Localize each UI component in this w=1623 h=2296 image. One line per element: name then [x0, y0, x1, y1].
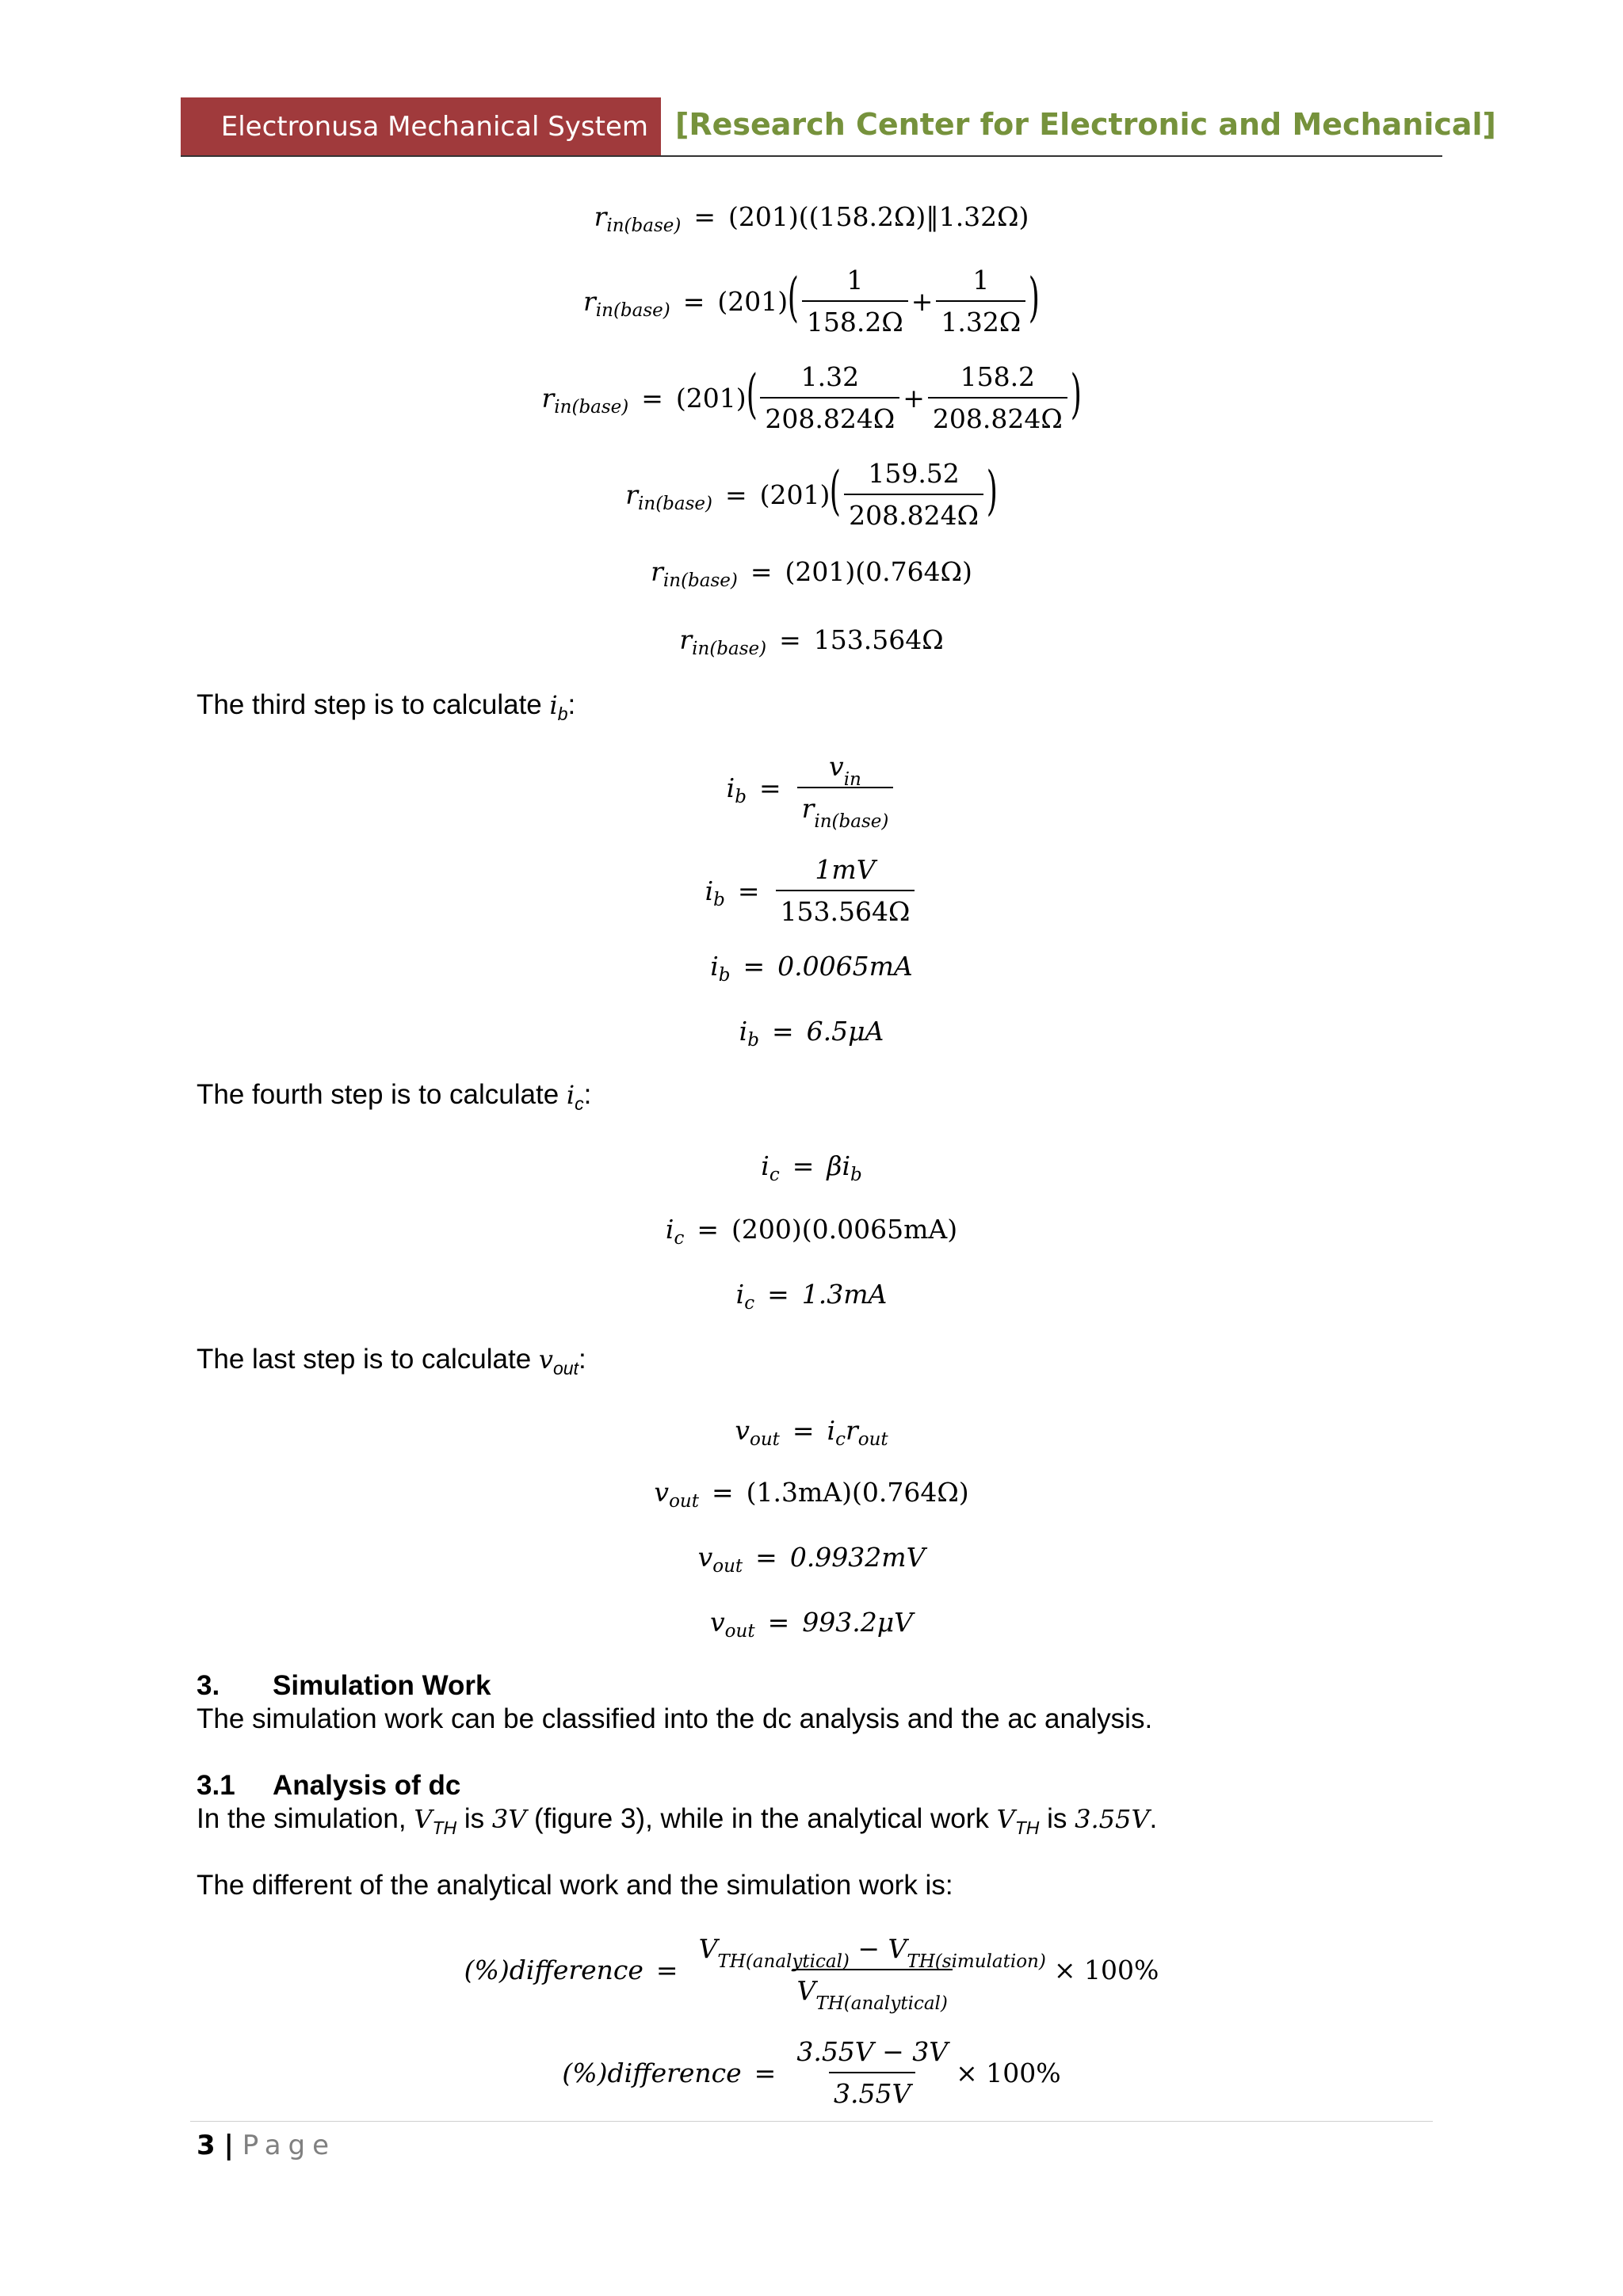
header-left-title: Electronusa Mechanical System — [220, 111, 648, 143]
footer-page-label: Page — [242, 2130, 337, 2161]
equation-rin-2: r in(base) = (201) ( $\frac{1}{158.2\Omega}$ + $\frac{1}{1.32\Omega}$ ) — [583, 265, 1041, 338]
section-heading-3: 3. Simulation Work — [197, 1670, 491, 1701]
equation-ic-3: i c = 1.3mA — [735, 1278, 888, 1314]
equation-vout-2: v out = (1.3mA)(0.764Ω) — [654, 1476, 969, 1512]
paragraph-step4: The fourth step is to calculate $i_c$: — [197, 1079, 592, 1114]
paragraph-step3: The third step is to calculate $i_b$: — [197, 689, 576, 724]
equation-vout-3: v out = 0.9932mV — [697, 1541, 926, 1577]
footer-rule — [190, 2121, 1433, 2122]
page-footer — [197, 2130, 336, 2161]
fraction: $\frac{1.32}{208.824\Omega}$ — [760, 361, 899, 434]
paragraph-step5: The last step is to calculate $v_{out}$: — [197, 1344, 586, 1379]
fraction: $\frac{1}{1.32\Omega}$ — [936, 265, 1025, 338]
equation-vout-4: v out = 993.2μV — [710, 1606, 913, 1642]
paragraph-analysis-dc: In the simulation, $V_{TH}$ is 3V (figure 3), while in the analytical work $V_{TH}$ is 3.55V. — [197, 1803, 1158, 1838]
fraction: $\frac{1}{158.2\Omega}$ — [802, 265, 908, 338]
equation-rin-6: r in(base) = 153.564Ω — [679, 624, 944, 659]
equation-ib-1: i b = $\frac{v_{in}}{r_{in(base)}}$ — [0, 748, 1623, 827]
fraction: $\frac{1mV}{153.564\Omega}$ — [776, 854, 915, 927]
equation-rin-1: r in(base) = (201)((158.2Ω)‖1.32Ω) — [594, 200, 1029, 236]
equation-rin-3: r in(base) = (201) ( $\frac{1.32}{208.824\Omega}$ + $\frac{158.2}{208.824\Omega}$ ) — [541, 361, 1082, 434]
equation-ib-4: i b = 6.5μA — [739, 1015, 884, 1051]
equation-ib-3: i b = 0.0065mA — [710, 950, 913, 986]
equation-rin-5: r in(base) = (201)(0.764Ω) — [651, 555, 972, 591]
equation-difference-1: (%)difference = $\frac{V_{TH(analytical)} - V_{TH(simulation)}}{V_{TH(analytical)}}$ × 100% — [464, 1933, 1159, 2014]
fraction: $\frac{V_{TH(analytical)} - V_{TH(simulation)}}{V_{TH(analytical)}}$ — [698, 1933, 1046, 2014]
fraction: $\frac{159.52}{208.824\Omega}$ — [844, 458, 983, 531]
fraction: $\frac{158.2}{208.824\Omega}$ — [928, 361, 1067, 434]
paragraph-simulation-intro: The simulation work can be classified into the dc analysis and the ac analysis. — [197, 1703, 1153, 1734]
page-number: 3 — [197, 2130, 216, 2161]
footer-separator: | — [223, 2130, 234, 2161]
equation-difference-2: (%)difference = $\frac{3.55V - 3V}{3.55V}$ × 100% — [562, 2036, 1061, 2109]
fraction: $\frac{v_{in}}{r_{in(base)}}$ — [797, 751, 894, 824]
equation-ic-1: i c = β i b — [761, 1150, 862, 1185]
equation-vout-1: v out = i c r out — [735, 1414, 888, 1450]
paragraph-difference-intro: The different of the analytical work and the simulation work is: — [197, 1870, 953, 1901]
equation-ib-2: i b = $\frac{1mV}{153.564\Omega}$ — [0, 851, 1623, 930]
header-rule — [181, 155, 1442, 157]
section-heading-3-1: 3.1 Analysis of dc — [197, 1770, 461, 1801]
header-right-title: [Research Center for Electronic and Mechanical] — [675, 107, 1496, 142]
header-left-banner — [181, 97, 661, 156]
equation-rin-4: r in(base) = (201) ( $\frac{159.52}{208.824\Omega}$ ) — [625, 458, 998, 531]
equation-ic-2: i c = (200)(0.0065mA) — [665, 1213, 958, 1249]
fraction: $\frac{3.55V - 3V}{3.55V}$ — [796, 2036, 949, 2109]
